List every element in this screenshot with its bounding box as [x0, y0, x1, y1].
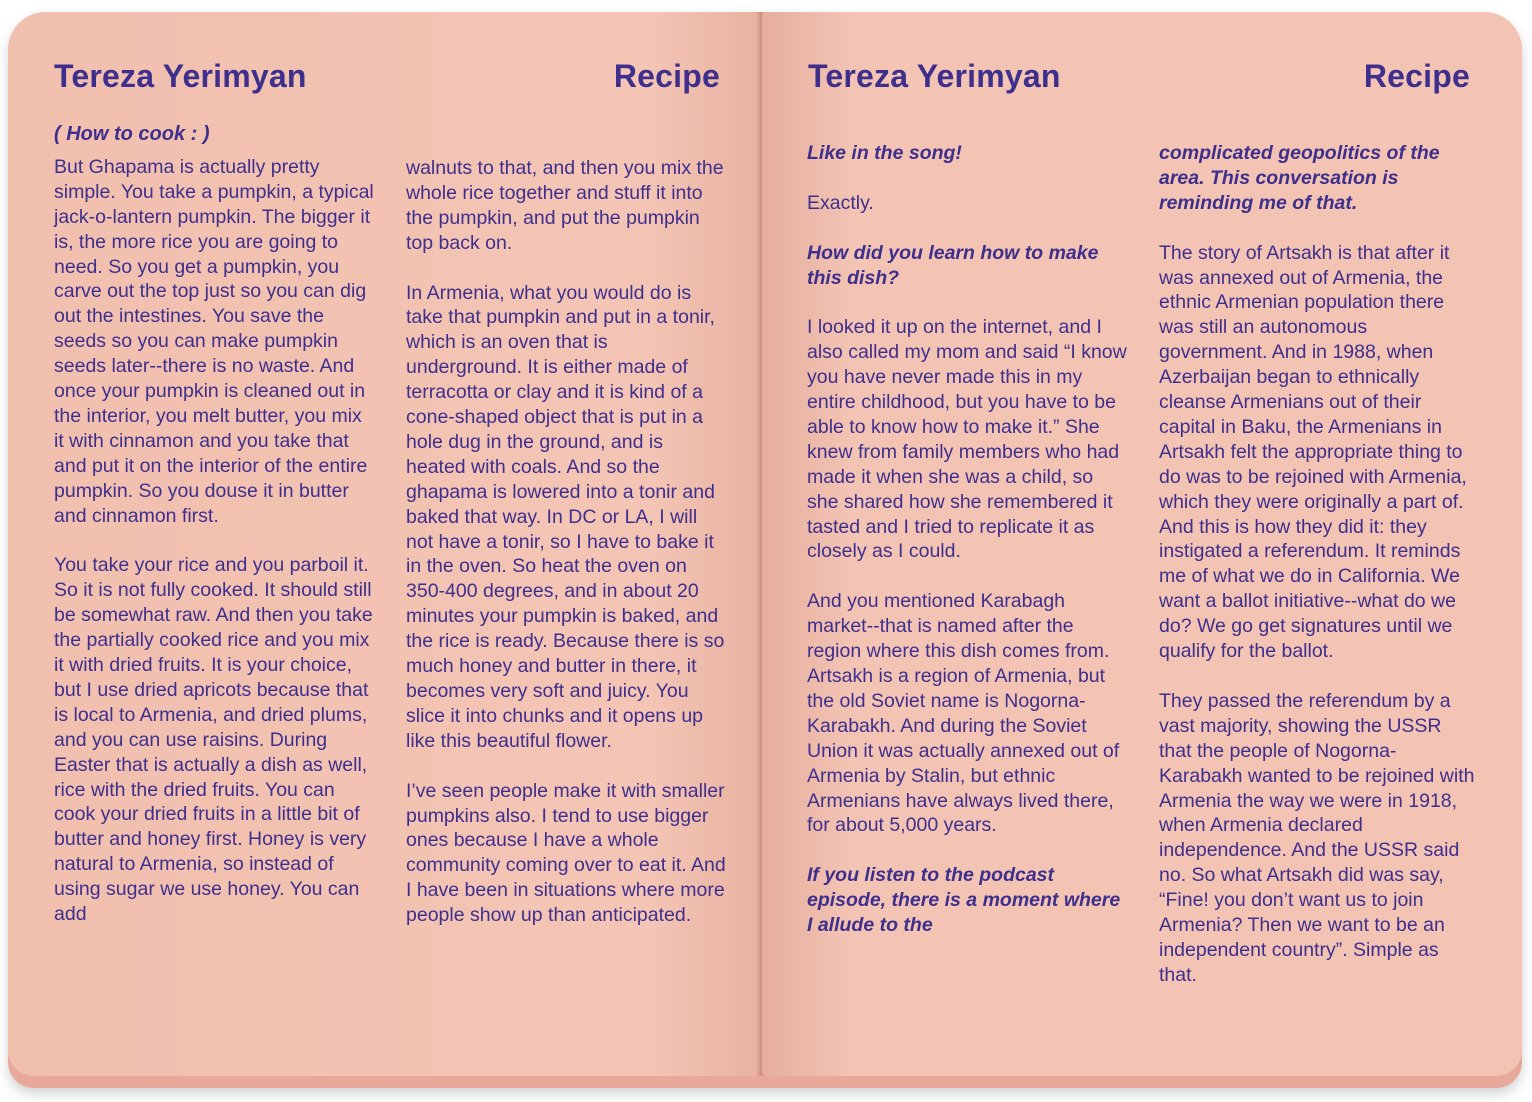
interview-question: Like in the song! [807, 142, 962, 164]
paragraph: The story of Artsakh is that after it was annexed out of Armenia, the ethnic Armenian population there was still an autonomous government. And in 1988, when Azerbaijan began to ethnically cleanse Armenians out of their capital in Baku, the Armenians in Artsakh felt the appropriate thing to do was to be rejoined with Armenia, which they were originally a part of. And this is how they did it: they instigated a referendum. It reminds me of what we do in California. We want a ballot initiative--what do we do? We go get signatures until we qualify for the ballot. [1159, 241, 1467, 663]
open-booklet [8, 12, 1522, 1088]
interview-question: If you listen to the podcast episode, there is a moment where I allude to the [807, 864, 1121, 937]
paragraph: I’ve seen people make it with smaller pumpkins also. I tend to use bigger ones because I have a whole community coming over to eat it. And I have been in situations where more people show up than anticipated. [406, 779, 726, 927]
right-page-column-1 [807, 141, 1127, 938]
right-page-column-2 [1159, 141, 1479, 988]
right-page-author-header: Tereza Yerimyan [808, 58, 1061, 94]
interview-question: How did you learn how to make this dish? [807, 241, 1099, 289]
paragraph: But Ghapama is actually pretty simple. You take a pumpkin, a typical jack-o-lantern pumpkin. The bigger it is, the more rice you are going to need. So you get a pumpkin, you carve out the top just so you can dig out the intestines. You save the seeds so you can make pumpkin seeds later--there is no waste. And once your pumpkin is cleaned out in the interior, you melt butter, you mix it with cinnamon and you take that and put it on the interior of the entire pumpkin. So you douse it in butter and cinnamon first. [54, 155, 374, 527]
left-page-author-header: Tereza Yerimyan [54, 58, 307, 94]
paragraph: And you mentioned Karabagh market--that is named after the region where this dish comes from. Artsakh is a region of Armenia, but the old Soviet name is Nogorna-Karabakh. And during the Soviet Union it was actually annexed out of Armenia by Stalin, but ethnic Armenians have always lived there, for about 5,000 years. [807, 590, 1120, 837]
paragraph: walnuts to that, and then you mix the whole rice together and stuff it into the pumpkin, and put the pumpkin top back on. [406, 157, 724, 254]
how-to-cook-heading: ( How to cook : ) [54, 123, 210, 145]
left-page-column-1 [54, 122, 374, 927]
left-page-section-header: Recipe [613, 58, 720, 94]
right-page [762, 12, 1522, 1076]
paragraph: You take your rice and you parboil it. So it is not fully cooked. It should still be somewhat raw. And then you take the partially cooked rice and you mix it with dried fruits. It is your choice, but I use dried apricots because that is local to Armenia, and dried plums, and you can use raisins. During Easter that is actually a dish as well, rice with the dried fruits. You can cook your dried fruits in a little bit of butter and honey first. Honey is very natural to Armenia, so instead of using sugar we use honey. You can add [54, 554, 373, 926]
paragraph: They passed the referendum by a vast majority, showing the USSR that the people of Nogorna-Karabakh wanted to be rejoined with Armenia the way we were in 1918, when Armenia declared independence. And the USSR said no. So what Artsakh did was say, “Fine! you don’t want us to join Armenia? Then we want to be an independent country”. Simple as that. [1159, 689, 1475, 986]
paragraph: In Armenia, what you would do is take that pumpkin and put in a tonir, which is an oven that is underground. It is either made of terracotta or clay and it is kind of a cone-shaped object that is put in a hole dug in the ground, and is heated with coals. And so the ghapama is lowered into a tonir and baked that way. In DC or LA, I will not have a tonir, so I have to bake it in the oven. So heat the oven on 350-400 degrees, and in about 20 minutes your pumpkin is baked, and the rice is ready. Because there is so much honey and butter in there, it becomes very soft and juicy. You slice it into chunks and it opens up like this beautiful flower. [406, 281, 725, 752]
interview-question: complicated geopolitics of the area. This conversation is reminding me of that. [1159, 142, 1440, 214]
right-page-section-header: Recipe [1363, 58, 1470, 94]
left-page-column-2 [406, 156, 726, 928]
paragraph: I looked it up on the internet, and I also called my mom and said “I know you have never made this in my entire childhood, but you have to be able to know how to make it.” She knew from family members who had made it when she was a child, so she shared how she remembered it tasted and I tried to replicate it as closely as I could. [807, 316, 1127, 563]
paragraph: Exactly. [807, 191, 874, 214]
left-page [8, 12, 760, 1076]
